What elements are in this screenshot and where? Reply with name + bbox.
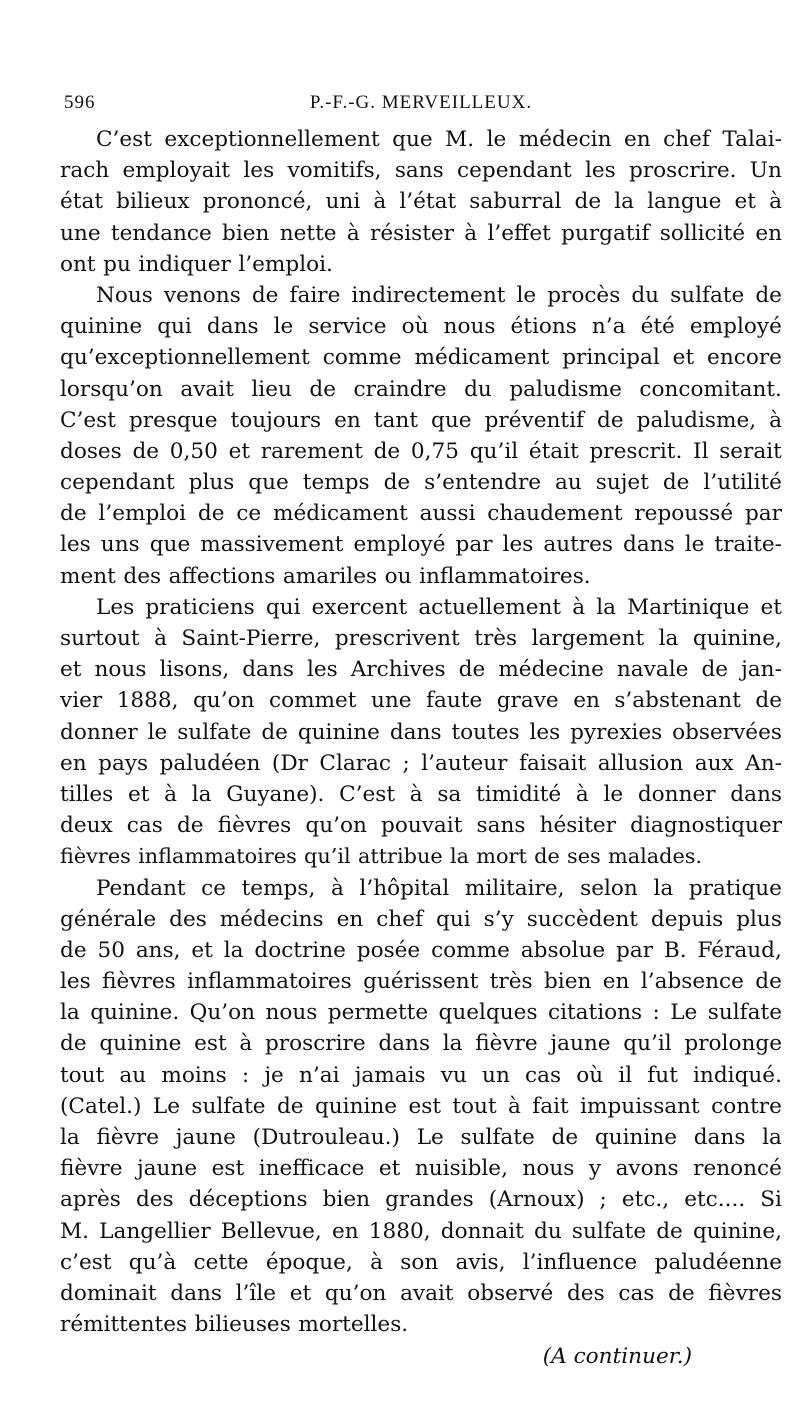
text-line: les uns que massivement employé par les autres dans le traite- (60, 532, 782, 558)
text-line: surtout à Saint-Pierre, prescrivent très largement la quinine, (60, 626, 782, 651)
text-line: Pendant ce temps, à l’hôpital militaire, selon la pratique (96, 875, 782, 901)
text-line: de l’emploi de ce médicament aussi chaudement repoussé par (60, 501, 782, 527)
running-head: P.-F.-G. MERVEILLEUX. (309, 92, 533, 113)
text-line: rémittentes bilieuses mortelles. (60, 1312, 409, 1338)
text-line: Nous venons de faire indirectement le procès du sulfate de (96, 282, 782, 308)
text-line: (Catel.) Le sulfate de quinine est tout à fait impuissant contre (60, 1093, 782, 1119)
text-line: les fièvres inflammatoires guérissent très bien en l’absence de (60, 969, 782, 995)
text-line: et nous lisons, dans les Archives de médecine navale de jan- (60, 657, 782, 683)
text-line: qu’exceptionnellement comme médicament principal et encore (60, 345, 782, 371)
text-line: donner le sulfate de quinine dans toutes les pyrexies observées (60, 719, 782, 745)
text-line: vier 1888, qu’on commet une faute grave en s’abstenant de (60, 688, 782, 714)
text-line: Les praticiens qui exercent actuellement à la Martinique et (96, 594, 782, 620)
text-line: doses de 0,50 et rarement de 0,75 qu’il était prescrit. Il serait (60, 438, 782, 464)
text-line: M. Langellier Bellevue, en 1880, donnait du sulfate de quinine, (60, 1218, 782, 1244)
text-line: état bilieux prononcé, uni à l’état saburral de la langue et à (60, 189, 782, 215)
page-body (60, 92, 782, 1369)
text-line: après des déceptions bien grandes (Arnoux) ; etc., etc.... Si (60, 1187, 782, 1213)
text-line: ont pu indiquer l’emploi. (60, 251, 333, 277)
text-line: tilles et à la Guyane). C’est à sa timidité à le donner dans (60, 781, 782, 807)
text-line: rach employait les vomitifs, sans cependant les proscrire. Un (60, 158, 782, 184)
text-line: la fièvre jaune (Dutrouleau.) Le sulfate de quinine dans la (60, 1125, 782, 1150)
text-line: ment des affections amariles ou inflammatoires. (60, 563, 591, 589)
text-line: C’est presque toujours en tant que préventif de paludisme, à (60, 407, 782, 433)
text-line: une tendance bien nette à résister à l’effet purgatif sollicité en (60, 220, 782, 246)
text-line: dominait dans l’île et qu’on avait observé des cas de fièvres (60, 1280, 782, 1306)
page-header (60, 92, 782, 122)
body-text (60, 124, 782, 1340)
text-line: générale des médecins en chef qui s’y succèdent depuis plus (60, 906, 782, 932)
text-line: tout au moins : je n’ai jamais vu un cas où il fut indiqué. (60, 1062, 782, 1088)
text-line: la quinine. Qu’on nous permette quelques citations : Le sulfate (60, 1000, 782, 1026)
text-line: de 50 ans, et la doctrine posée comme absolue par B. Féraud, (60, 937, 782, 963)
text-line: de quinine est à proscrire dans la fièvre jaune qu’il prolonge (60, 1031, 782, 1057)
text-line: quinine qui dans le service où nous étions n’a été employé (60, 314, 782, 340)
text-line: fièvres inflammatoires qu’il attribue la mort de ses malades. (60, 844, 703, 869)
text-line: en pays paludéen (Dr Clarac ; l’auteur faisait allusion aux An- (60, 750, 782, 776)
text-line: cependant plus que temps de s’entendre au sujet de l’utilité (60, 470, 782, 496)
page-number: 596 (64, 92, 96, 113)
text-line: fièvre jaune est inefficace et nuisible, nous y avons renoncé (60, 1156, 782, 1182)
text-line: c’est qu’à cette époque, à son avis, l’influence paludéenne (60, 1249, 782, 1275)
text-line: C’est exceptionnellement que M. le médecin en chef Talai- (96, 127, 782, 152)
text-line: deux cas de fièvres qu’on pouvait sans hésiter diagnostiquer (60, 813, 782, 839)
text-line: lorsqu’on avait lieu de craindre du paludisme concomitant. (60, 376, 782, 402)
signoff: (A continuer.) (542, 1344, 692, 1370)
